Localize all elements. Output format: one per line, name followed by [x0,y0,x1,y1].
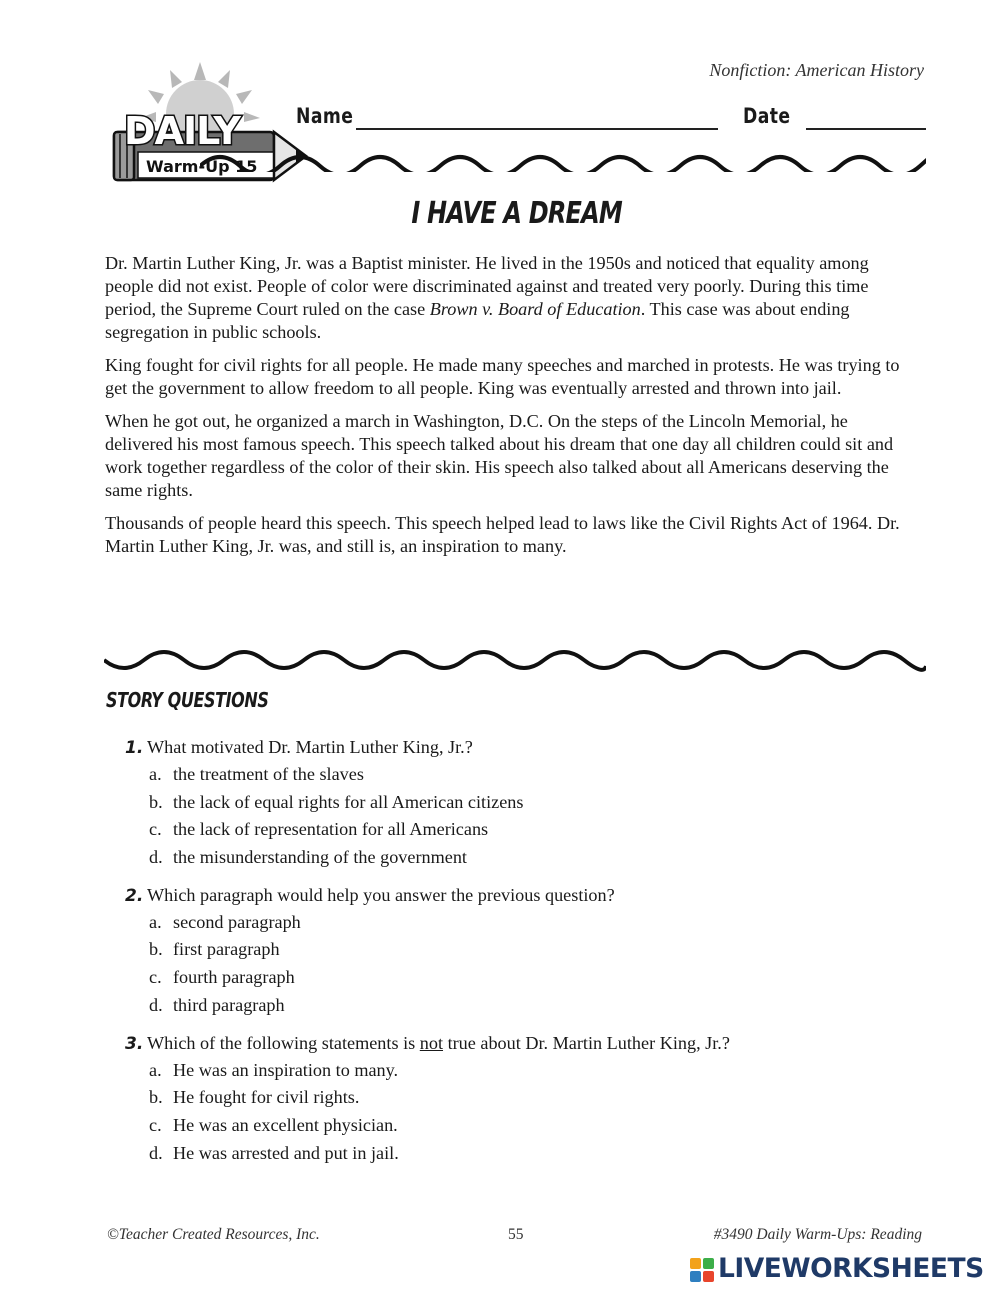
liveworksheets-logo-icon [690,1258,714,1282]
footer-book-title: #3490 Daily Warm-Ups: Reading [713,1226,922,1243]
paragraph-1: Dr. Martin Luther King, Jr. was a Baptist minister. He lived in the 1950s and noticed that equality among people did not exist. People of color were discriminated against and treated very poorly. During this time period, the Supreme Court ruled on the case Brown v. Board of Education. This case was about ending segregation in public schools. [105,253,869,342]
logo-word: DAILY [124,109,240,153]
questions-list [125,733,925,1176]
date-field[interactable] [806,128,926,130]
answer-option[interactable]: a. He was an inspiration to many. [149,1059,399,1080]
reading-passage [105,252,920,568]
header-wave-divider [200,144,926,172]
page-title: I HAVE A DREAM [411,196,623,231]
category-label: Nonfiction: American History [709,60,924,80]
logo-subtitle: Warm-Up 15 [146,157,258,176]
emphasis-not: not [419,1032,444,1053]
footer-publisher: ©Teacher Created Resources, Inc. [107,1226,320,1243]
liveworksheets-wordmark: LIVEWORKSHEETS [718,1253,984,1284]
answer-option[interactable]: c. fourth paragraph [149,967,295,988]
answer-option[interactable]: c. the lack of representation for all Americans [149,819,489,840]
name-field[interactable] [356,128,718,130]
answer-option[interactable]: d. third paragraph [149,994,285,1015]
case-name: Brown v. Board of Education [429,299,641,319]
date-label: Date [743,104,791,128]
answer-option[interactable]: d. He was arrested and put in jail. [149,1142,399,1163]
answer-option[interactable]: a. second paragraph [149,911,301,932]
answer-option[interactable]: a. the treatment of the slaves [149,764,364,784]
answer-option[interactable]: d. the misunderstanding of the government [149,847,467,868]
paragraph-2: King fought for civil rights for all people. He made many speeches and marched in protests. He was trying to get the government to allow freedom to all people. King was eventually arrested and thrown into jail. [105,355,900,398]
question-text: What motivated Dr. Martin Luther King, Jr.? [147,737,473,757]
paragraph-4: Thousands of people heard this speech. This speech helped lead to laws like the Civil Rights Act of 1964. Dr. Martin Luther King, Jr. was, and still is, an inspiration to many. [105,513,900,556]
answer-option[interactable]: b. the lack of equal rights for all American citizens [149,791,524,812]
answer-option[interactable]: b. He fought for civil rights. [149,1087,360,1108]
question-number: 2. [125,885,144,906]
question-text: Which paragraph would help you answer the previous question? [147,884,615,905]
question-3 [125,1029,925,1168]
name-label: Name [296,104,354,128]
answer-option[interactable]: b. first paragraph [149,939,280,960]
section-wave-divider [104,648,926,676]
answer-option[interactable]: c. He was an excellent physician. [149,1114,398,1135]
question-number: 1. [125,738,144,758]
name-date-bar [296,104,926,128]
question-number: 3. [125,1033,144,1054]
section-heading: STORY QUESTIONS [106,688,269,712]
question-1 [125,733,925,872]
paragraph-3: When he got out, he organized a march in Washington, D.C. On the steps of the Lincoln Memorial, he delivered his most famous speech. This speech talked about his dream that one day all children could sit and work together regardless of the color of their skin. His speech also talked about all Americans deserving the same rights. [105,411,894,500]
question-text: Which of the following statements is not true about Dr. Martin Luther King, Jr.? [147,1032,730,1053]
question-2 [125,881,925,1020]
footer-page-number: 55 [508,1226,524,1243]
